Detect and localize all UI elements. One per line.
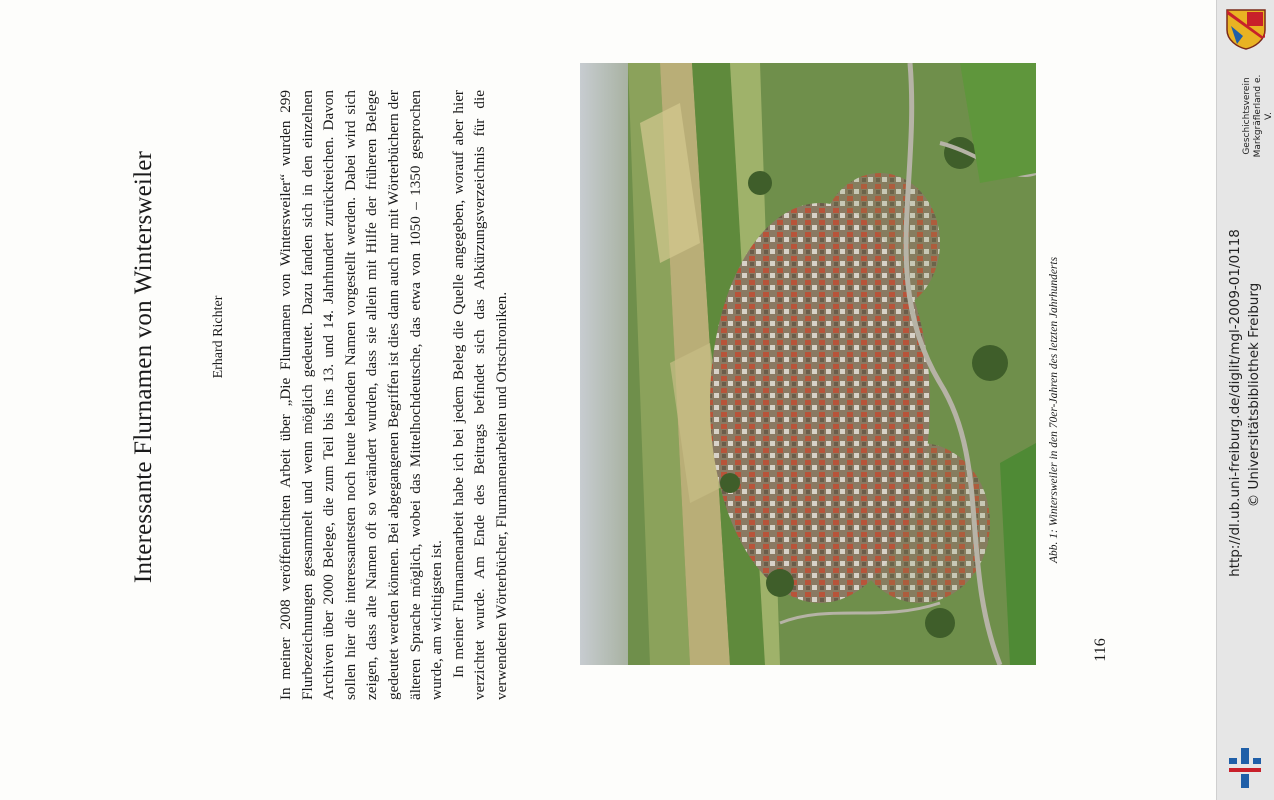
article-title: Interessante Flurnamen von Wintersweiler [130,150,157,584]
figure-caption: Abb. 1: Wintersweiler in den 70er-Jahren des letzten Jahrhunderts [1048,256,1060,563]
society-name-line1: Geschichtsverein [1242,77,1252,155]
coat-of-arms-icon [1223,8,1269,50]
ub-freiburg-logo-icon [1227,748,1263,788]
article-author: Erhard Richter [211,295,226,379]
society-name-line2: Markgräflerland e. V. [1253,74,1274,158]
library-sidebar [1216,0,1274,800]
paragraph-1: In meiner 2008 veröffentlichten Arbeit über „Die Flurnamen von Wintersweiler“ wurden 299 Flurbezeichnungen gesammelt und wenn möglich gedeutet. Dazu fanden sich in den einzelnen Archiven über 2000 Belege, die zum Teil bis ins 13. und 14. Jahrhundert zurückreichen. Davon sollen hier die interessantesten noch heute lebenden Namen vorgestellt werden. Dabei wird sich zeigen, dass alte Namen oft so verändert wurden, dass sie allein mit Hilfe der früheren Belege gedeutet werden können. Bei abgegangenen Begriffen ist dies dann auch nur mit Wörterbüchern der älteren Sprache möglich, wobei das Mittelhochdeutsche, das etwa von 1050 – 1350 gesprochen wurde, am wichtigsten ist. [277,90,446,700]
paragraph-2: In meiner Flurnamenarbeit habe ich bei jedem Beleg die Quelle angegeben, worauf aber hier verzichtet wurde. Am Ende des Beitrags befindet sich das Abkürzungsverzeichnis für die verwendeten Wörterbücher, Flurnamenarbeiten und Ortschroniken. [449,90,510,700]
aerial-photo [580,63,1036,665]
page-number: 116 [1092,638,1109,662]
article-body [275,90,557,700]
society-name [1242,71,1274,161]
aerial-photo-image [580,63,1036,665]
copyright-notice: © Universitätsbibliothek Freiburg [1246,282,1262,508]
document-url[interactable]: http://dl.ub.uni-freiburg.de/diglit/mgl-2009-01/0118 [1227,229,1243,577]
